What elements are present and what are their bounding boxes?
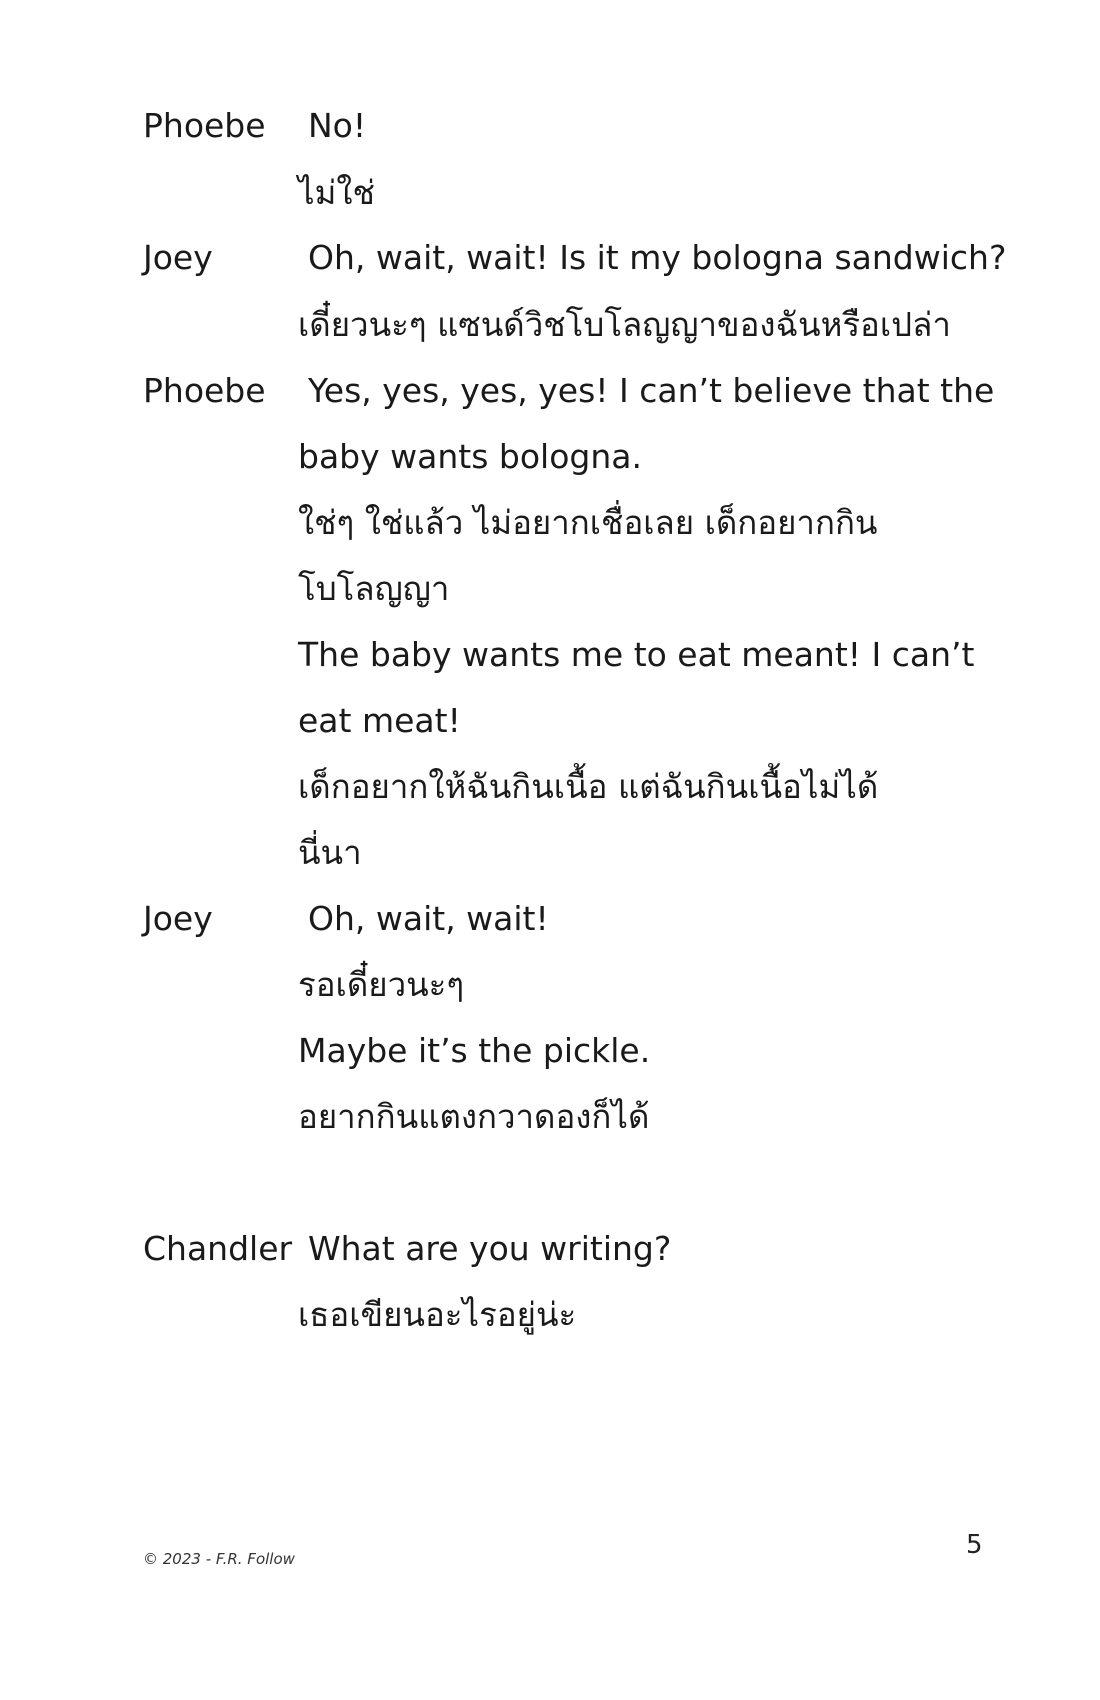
dialogue-translation: อยากกินแตงกวาดองก็ได้: [298, 1097, 650, 1136]
dialogue-line: Oh, wait, wait! Is it my bologna sandwich?: [308, 238, 1007, 277]
copyright-notice: © 2023 - F.R. Follow: [143, 1550, 295, 1568]
speaker-name: Joey: [143, 238, 213, 277]
dialogue-line: Oh, wait, wait!: [308, 899, 549, 938]
dialogue-translation: โบโลญญา: [298, 569, 450, 608]
dialogue-translation: ไม่ใช่: [298, 173, 375, 212]
dialogue-translation: ใช่ๆ ใช่แล้ว ไม่อยากเชื่อเลย เด็กอยากกิน: [298, 503, 878, 542]
dialogue-line: Yes, yes, yes, yes! I can’t believe that the: [308, 371, 995, 410]
dialogue-line: What are you writing?: [308, 1229, 672, 1268]
dialogue-line: Maybe it’s the pickle.: [298, 1031, 651, 1070]
dialogue-translation: เด็กอยากให้ฉันกินเนื้อ แต่ฉันกินเนื้อไม่ได้: [298, 767, 879, 806]
speaker-name: Phoebe: [143, 106, 266, 145]
dialogue-translation: เดี๋ยวนะๆ แซนด์วิชโบโลญญาของฉันหรือเปล่า: [298, 305, 951, 344]
dialogue-translation: รอเดี๋ยวนะๆ: [298, 965, 465, 1004]
dialogue-line: baby wants bologna.: [298, 437, 642, 476]
dialogue-line: eat meat!: [298, 701, 461, 740]
dialogue-translation: เธอเขียนอะไรอยู่น่ะ: [298, 1295, 577, 1334]
dialogue-line: The baby wants me to eat meant! I can’t: [298, 635, 975, 674]
speaker-name: Phoebe: [143, 371, 266, 410]
speaker-name: Joey: [143, 899, 213, 938]
speaker-name: Chandler: [143, 1229, 293, 1268]
page-number: 5: [966, 1530, 983, 1560]
dialogue-translation: นี่นา: [298, 833, 362, 872]
dialogue-line: No!: [308, 106, 367, 145]
